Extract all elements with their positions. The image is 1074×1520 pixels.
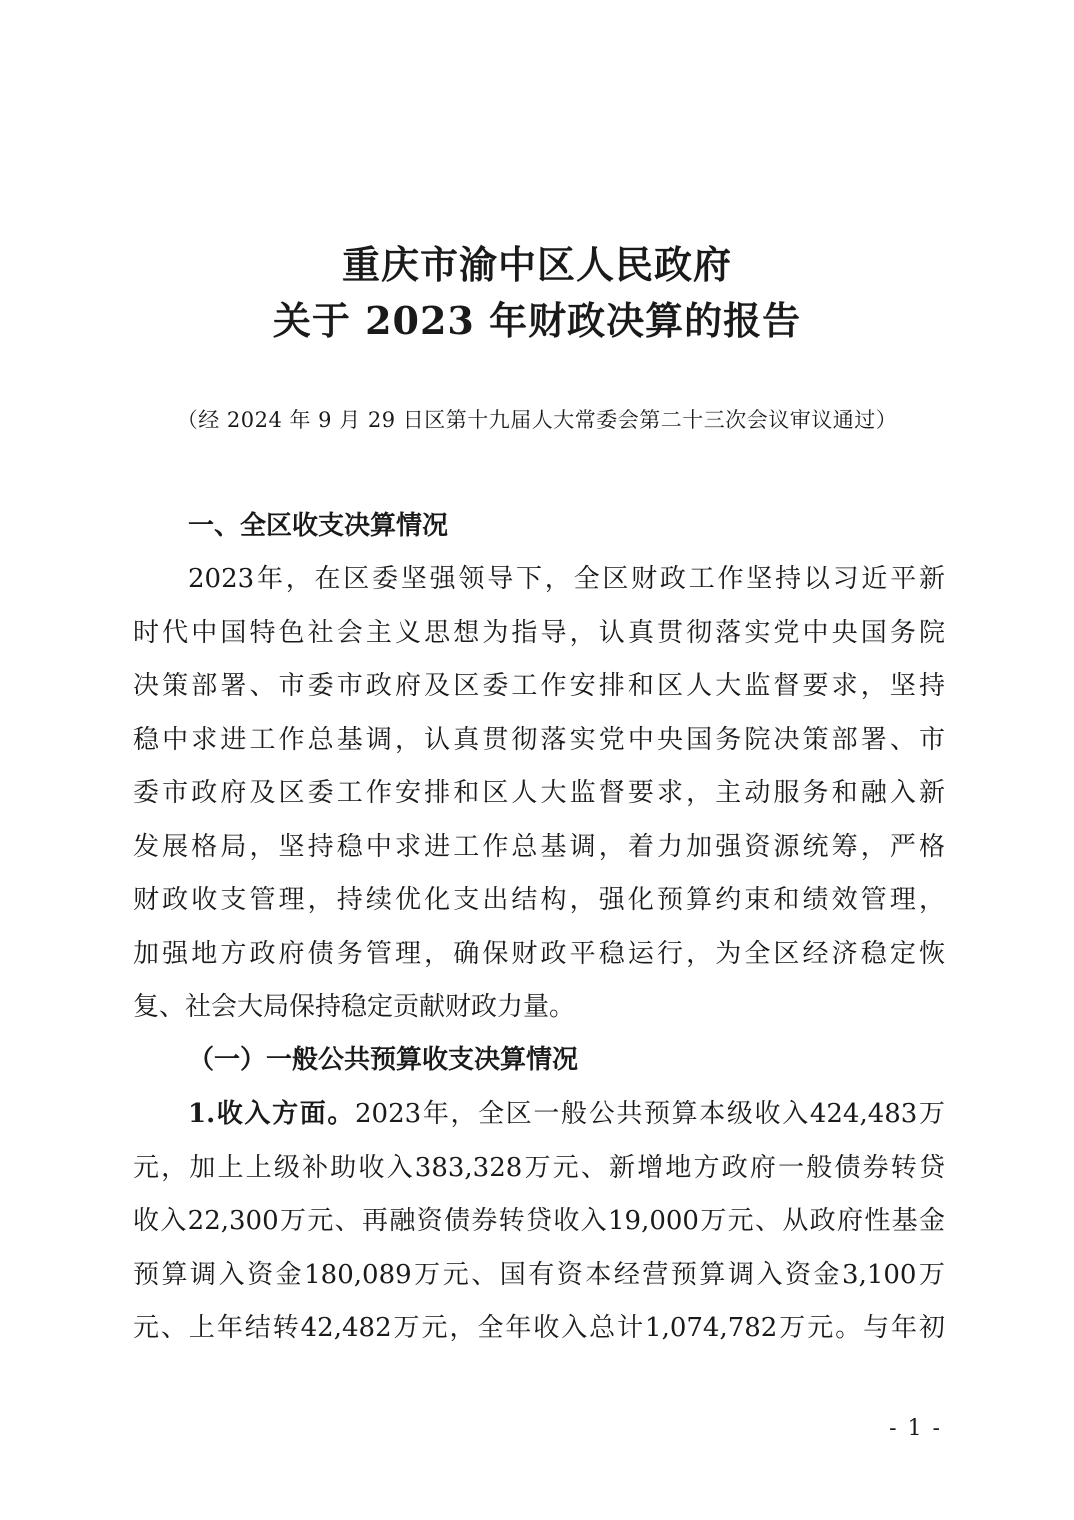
overview-paragraph xyxy=(133,553,945,1035)
paragraph-line: 委市政府及区委工作安排和区人大监督要求，主动服务和融入新 xyxy=(133,778,945,808)
paragraph-line: 稳中求进工作总基调，认真贯彻落实党中央国务院决策部署、市 xyxy=(133,724,945,755)
document-title-line-1: 重庆市渝中区人民政府 xyxy=(341,242,732,287)
income-lead: 1.收入方面。 xyxy=(188,1099,356,1129)
paragraph-line: 2023年，在区委坚强领导下，全区财政工作坚持以习近平新 xyxy=(188,564,945,594)
subsection-heading-general-budget: （一）一般公共预算收支决算情况 xyxy=(188,1045,579,1075)
paragraph-line: 收入22,300万元、再融资债券转贷收入19,000万元、从政府性基金 xyxy=(133,1206,945,1236)
paragraph-line: 发展格局，坚持稳中求进工作总基调，着力加强资源统筹，严格 xyxy=(133,831,945,862)
paragraph-line: 财政收支管理，持续优化支出结构，强化预算约束和绩效管理， xyxy=(133,885,945,915)
paragraph-line: 决策部署、市委市政府及区委工作安排和区人大监督要求，坚持 xyxy=(133,671,945,701)
paragraph-line: 复、社会大局保持稳定贡献财政力量。 xyxy=(133,992,576,1022)
paragraph-line: 元，加上上级补助收入383,328万元、新增地方政府一般债券转贷 xyxy=(133,1152,945,1183)
document-title-line-2: 关于 2023 年财政决算的报告 xyxy=(272,298,802,343)
paragraph-line xyxy=(133,1088,945,1142)
section-heading-overall: 一、全区收支决算情况 xyxy=(188,511,449,541)
paragraph-line: 时代中国特色社会主义思想为指导，认真贯彻落实党中央国务院 xyxy=(133,617,945,648)
paragraph-line: 预算调入资金180,089万元、国有资本经营预算调入资金3,100万 xyxy=(133,1259,945,1290)
income-paragraph xyxy=(133,1088,945,1356)
income-first-line-text: 2023年，全区一般公共预算本级收入424,483万 xyxy=(355,1099,945,1129)
page-number: - 1 - xyxy=(889,1416,942,1441)
paragraph-line: 加强地方政府债务管理，确保财政平稳运行，为全区经济稳定恢 xyxy=(133,938,945,969)
paragraph-line: 元、上年结转42,482万元，全年收入总计1,074,782万元。与年初 xyxy=(133,1313,945,1343)
approval-note: （经 2024 年 9 月 29 日区第十九届人大常委会第二十三次会议审议通过） xyxy=(176,408,898,432)
